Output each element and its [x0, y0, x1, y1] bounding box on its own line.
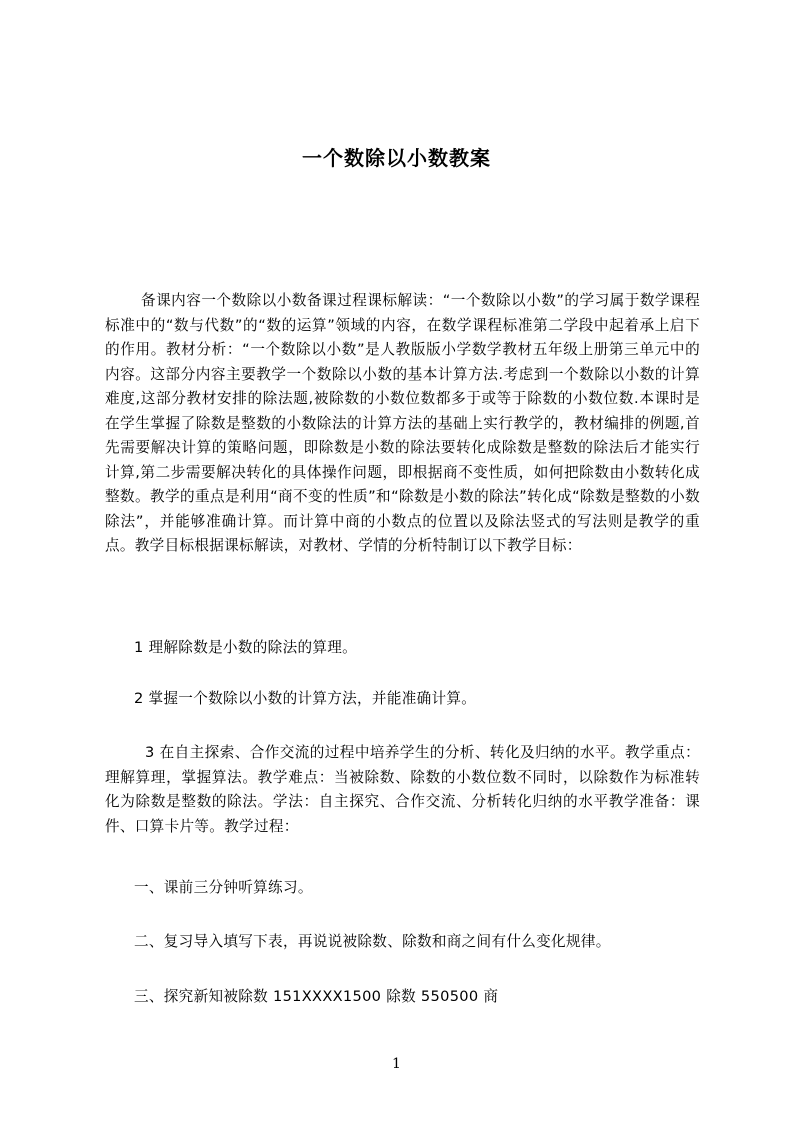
paragraph-step-2: 二、复习导入填写下表，再说说被除数、除数和商之间有什么变化规律。 — [134, 933, 611, 950]
document-title: 一个数除以小数教案 — [302, 146, 491, 170]
paragraph-step-3: 三、探究新知被除数 151XXXX1500 除数 550500 商 — [134, 988, 499, 1005]
paragraph-objective-3: 3 在自主探索、合作交流的过程中培养学生的分析、转化及归纳的水平。教学重点：理解算理，掌握算法。教学难点：当被除数、除数的小数位数不同时，以除数作为标准转化为除数是整数的除法。学法：自主探究、合作交流、分析转化归纳的水平教学准备：课件、口算卡片等。教学过程： — [105, 744, 700, 835]
paragraph-step-1: 一、课前三分钟听算练习。 — [134, 879, 313, 896]
page-number: 1 — [392, 1056, 401, 1072]
paragraph-objective-1: 1 理解除数是小数的除法的算理。 — [134, 639, 358, 656]
paragraph-lesson-overview: 备课内容一个数除以小数备课过程课标解读：“一个数除以小数”的学习属于数学课程标准中的“数与代数”的“数的运算”领域的内容，在数学课程标准第二学段中起着承上启下的作用。教材分析：“一个数除以小数”是人教版版小学数学教材五年级上册第三单元中的内容。这部分内容主要教学一个数除以小数的基本计算方法.考虑到一个数除以小数的计算难度,这部分教材安排的除法题,被除数的小数位数都多于或等于除数的小数位数.本课时是在学生掌握了除数是整数的小数除法的计算方法的基础上实行教学的，教材编排的例题,首先需要解决计算的策略问题，即除数是小数的除法要转化成除数是整数的除法后才能实行计算,第二步需要解决转化的具体操作问题，即根据商不变性质，如何把除数由小数转化成整数。教学的重点是利用“商不变的性质”和“除数是小数的除法”转化成“除数是整数的小数除法”，并能够准确计算。而计算中商的小数点的位置以及除法竖式的写法则是教学的重点。教学目标根据课标解读，对教材、学情的分析特制订以下教学目标： — [105, 292, 700, 554]
paragraph-objective-2: 2 掌握一个数除以小数的计算方法，并能准确计算。 — [134, 690, 477, 707]
